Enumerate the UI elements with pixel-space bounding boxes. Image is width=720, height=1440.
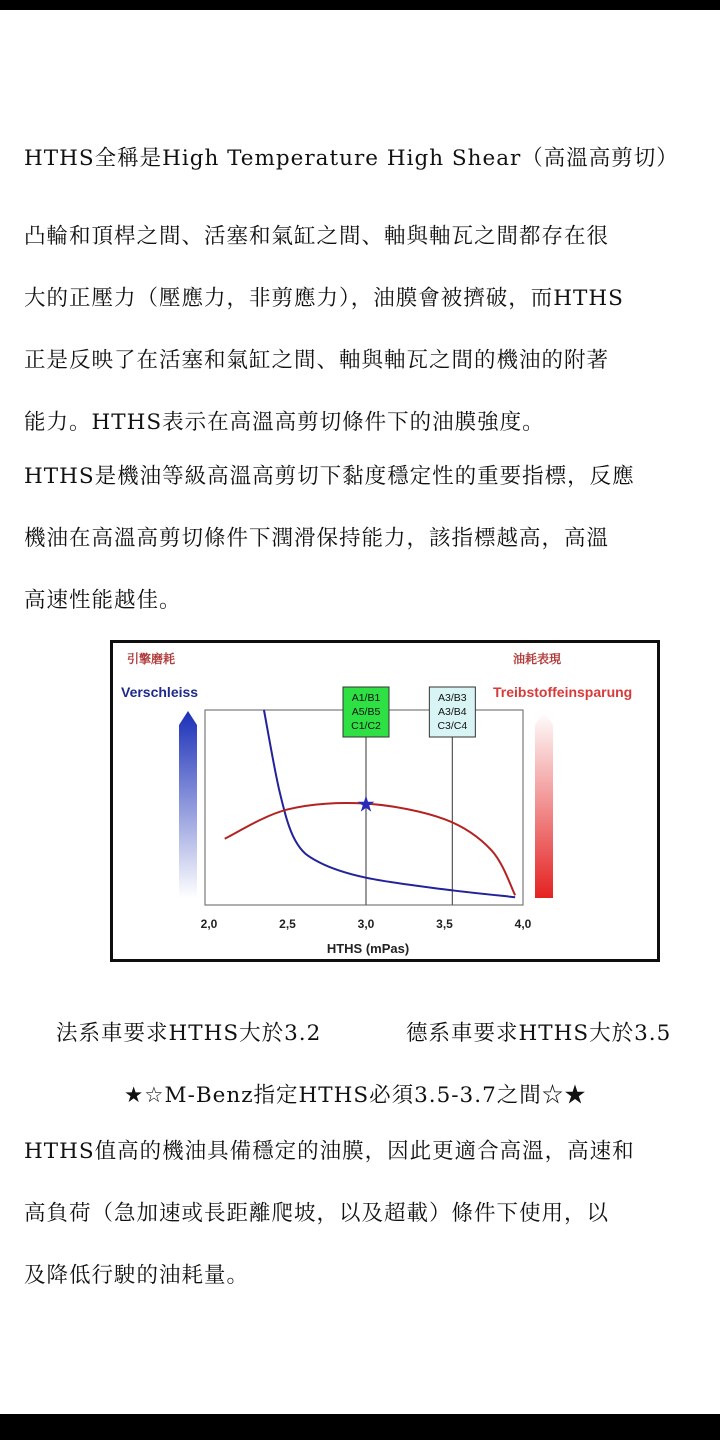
label-fuel-performance: 油耗表現 [513,652,562,666]
x-tick-label: 4,0 [514,917,532,931]
paragraph-line: 高負荷（急加速或長距離爬坡，以及超載）條件下使用，以 [24,1201,610,1226]
x-tick-label: 3,5 [436,917,453,931]
paragraph-line: HTHS值高的機油具備穩定的油膜，因此更適合高溫，高速和 [24,1139,635,1164]
paragraph-line: 及降低行駛的油耗量。 [24,1263,250,1288]
paragraph-line: 大的正壓力（壓應力，非剪應力），油膜會被擠破，而HTHS [24,286,624,311]
grade-box-label: A3/B4 [438,706,467,718]
x-tick-label: 3,0 [357,917,375,931]
grade-box-label: C1/C2 [351,720,381,732]
paragraph-line: 機油在高溫高剪切條件下潤滑保持能力，該指標越高，高溫 [24,526,610,551]
x-tick-label: 2,0 [200,917,218,931]
requirement-french-cars: 法系車要求HTHS大於3.2 [56,1021,322,1046]
hths-chart-svg [113,643,657,959]
left-axis-label: Verschleiss [121,684,199,700]
grade-box-label: A1/B1 [351,692,381,704]
paragraph-line: 能力。HTHS表示在高溫高剪切條件下的油膜強度。 [24,410,545,435]
paragraph-line: 凸輪和頂桿之間、活塞和氣缸之間、軸與軸瓦之間都存在很 [24,224,610,249]
paragraph-3 [24,1121,720,1307]
status-bar [0,0,720,10]
grade-box-label: A3/B3 [438,692,467,704]
label-engine-wear: 引擎磨耗 [127,652,176,666]
star-marker: ★ [356,792,376,818]
mbenz-requirement: ★☆M-Benz指定HTHS必須3.5-3.7之間☆★ [124,1083,587,1108]
x-axis-label: HTHS (mPas) [326,941,410,956]
requirement-german-cars: 德系車要求HTHS大於3.5 [406,1021,672,1046]
series-line-verschleiss [264,710,515,897]
paragraph-2 [24,446,720,632]
paragraph-line: 正是反映了在活塞和氣缸之間、軸與軸瓦之間的機油的附著 [24,348,610,373]
page-title: HTHS全稱是High Temperature High Shear（高溫高剪切） [24,146,679,171]
right-axis-label: Treibstoffeinsparung [493,684,633,700]
grade-box-label: C3/C4 [437,720,468,732]
hths-chart [110,640,660,962]
paragraph-1 [24,206,720,454]
paragraph-line: 高速性能越佳。 [24,588,182,613]
paragraph-line: HTHS是機油等級高溫高剪切下黏度穩定性的重要指標，反應 [24,464,635,489]
wear-arrow [179,711,197,898]
fuel-arrow [535,711,553,898]
x-tick-label: 2,5 [279,917,296,931]
navigation-bar [0,1414,720,1440]
grade-box-label: A5/B5 [351,706,381,718]
